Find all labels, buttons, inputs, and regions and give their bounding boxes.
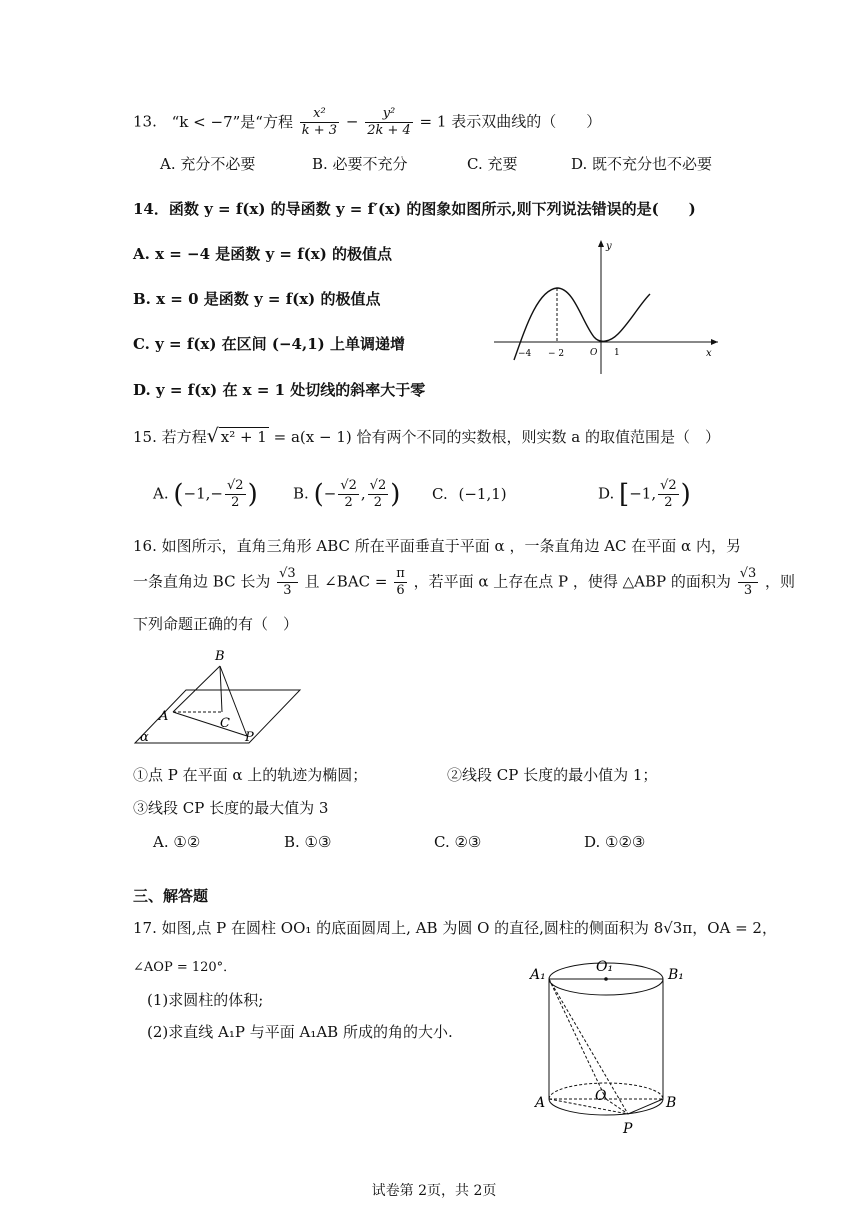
center-o1 <box>604 977 608 981</box>
page-footer: 试卷第 2页，共 2页 <box>371 1183 497 1199</box>
label-b1: B₁ <box>668 967 684 983</box>
q16-line-2: 一条直角边 BC 长为 $\frac{√3}{3}$ 且 ∠BAC = $\frac{\pi}{6}$ ，若平面 α 上存在点 P ，使得 △ABP 的面积为 $\frac{√3}{3}$ ，则 <box>133 566 796 598</box>
label-a1: A₁ <box>530 967 546 983</box>
q13-option-b: B. 必要不充分 <box>312 155 408 173</box>
line-o-p <box>606 1099 628 1114</box>
q14-option-b: B. x = 0 是函数 y = f(x) 的极值点 <box>133 290 381 308</box>
y-axis-label: y <box>606 241 612 252</box>
q13-minus: − <box>345 112 359 131</box>
q17-part-1: (1)求圆柱的体积; <box>147 991 264 1009</box>
q14-option-a: A. x = −4 是函数 y = f(x) 的极值点 <box>133 245 393 263</box>
section-heading: 三、解答题 <box>133 887 209 905</box>
line-b-p <box>628 1099 663 1114</box>
q17-line-2: ∠AOP = 120°． <box>133 960 237 975</box>
q13-number: 13. <box>133 112 157 131</box>
origin-label: O <box>590 348 598 358</box>
q13-fraction-1: $\frac{\text{x²}}{k + 3}$ <box>301 106 338 138</box>
x-axis-label: x <box>706 348 712 359</box>
q13-fraction-2: $\frac{\text{y²}}{2k + 4}$ <box>367 106 411 138</box>
q15-stem <box>133 426 720 447</box>
q17-line-1: 17. 如图,点 P 在圆柱 OO₁ 的底面圆周上, AB 为圆 O 的直径,圆柱的侧面积为 8√3π，OA = 2， <box>133 919 777 937</box>
label-b: B <box>215 649 225 664</box>
q16-option-c: C. ②③ <box>434 833 482 851</box>
derivative-curve <box>514 288 650 360</box>
q16-statement-2: ②线段 CP 长度的最小值为 1； <box>447 766 658 784</box>
q15-option-d: D. [−1, $\frac{√2}{2}$ ) <box>598 478 691 510</box>
label-a: A <box>535 1095 546 1111</box>
q13-stem <box>133 106 601 139</box>
y-axis-arrow <box>598 240 604 247</box>
label-a: A <box>159 709 169 724</box>
q13-option-d: D. 既不充分也不必要 <box>571 155 713 173</box>
q17-cylinder-figure <box>528 955 688 1140</box>
q14-derivative-graph <box>490 236 725 376</box>
q15-sqrt-content: x² + 1 <box>220 428 267 446</box>
label-b: B <box>666 1095 677 1111</box>
q15-option-a: A. (−1,− $\frac{√2}{2}$ ) <box>153 478 258 510</box>
q16-statement-1: ①点 P 在平面 α 上的轨迹为椭圆； <box>133 766 368 784</box>
q13-option-c: C. 充要 <box>467 155 518 173</box>
sqrt-icon: √ <box>206 425 219 447</box>
label-c: C <box>220 716 230 731</box>
q15-option-c: C. (−1,1) <box>432 485 507 503</box>
edge-bc <box>220 666 222 712</box>
x-axis-arrow <box>711 339 718 345</box>
q13-stem-after: = 1 表示双曲线的（ ） <box>419 112 602 131</box>
q14-option-c: C. y = f(x) 在区间 (−4,1) 上单调递增 <box>133 335 405 353</box>
label-o1: O₁ <box>596 959 614 975</box>
label-alpha: α <box>140 730 149 745</box>
q15-option-b: B. (− $\frac{√2}{2}$ , $\frac{√2}{2}$ ) <box>293 478 401 510</box>
q16-statement-3: ③线段 CP 长度的最大值为 3 <box>133 799 329 817</box>
q17-part-2: (2)求直线 A₁P 与平面 A₁AB 所成的角的大小. <box>147 1023 453 1041</box>
q13-option-a: A. 充分不必要 <box>160 155 256 173</box>
q16-option-d: D. ①②③ <box>584 833 646 851</box>
q16-option-b: B. ①③ <box>284 833 332 851</box>
q14-stem: 14．函数 y = f(x) 的导函数 y = f′(x) 的图象如图所示,则下列说法错误的是( ) <box>133 200 696 218</box>
line-a1-o <box>549 979 606 1099</box>
q16-line-1: 16. 如图所示，直角三角形 ABC 所在平面垂直于平面 α ，一条直角边 AC 在平面 α 内，另 <box>133 537 741 555</box>
label-p: P <box>623 1121 633 1137</box>
edge-ap <box>173 712 247 736</box>
q13-stem-before: “k < −7”是“方程 <box>171 112 293 131</box>
q15-stem-after: = a(x − 1) 恰有两个不同的实数根，则实数 a 的取值范围是（ ） <box>273 428 720 446</box>
tick-neg4: −4 <box>518 349 532 359</box>
label-o: O <box>595 1088 607 1104</box>
q16-figure <box>130 646 305 748</box>
label-p: P <box>245 730 254 745</box>
tick-neg2: − 2 <box>548 349 565 359</box>
q16-line-3: 下列命题正确的有（ ） <box>133 615 299 633</box>
edge-ab <box>173 666 220 712</box>
line-a1-p <box>549 979 628 1114</box>
q14-option-d: D. y = f(x) 在 x = 1 处切线的斜率大于零 <box>133 381 426 399</box>
q15-stem-before: 15. 若方程 <box>133 428 207 446</box>
q16-option-a: A. ①② <box>153 833 201 851</box>
tick-1: 1 <box>614 348 620 358</box>
